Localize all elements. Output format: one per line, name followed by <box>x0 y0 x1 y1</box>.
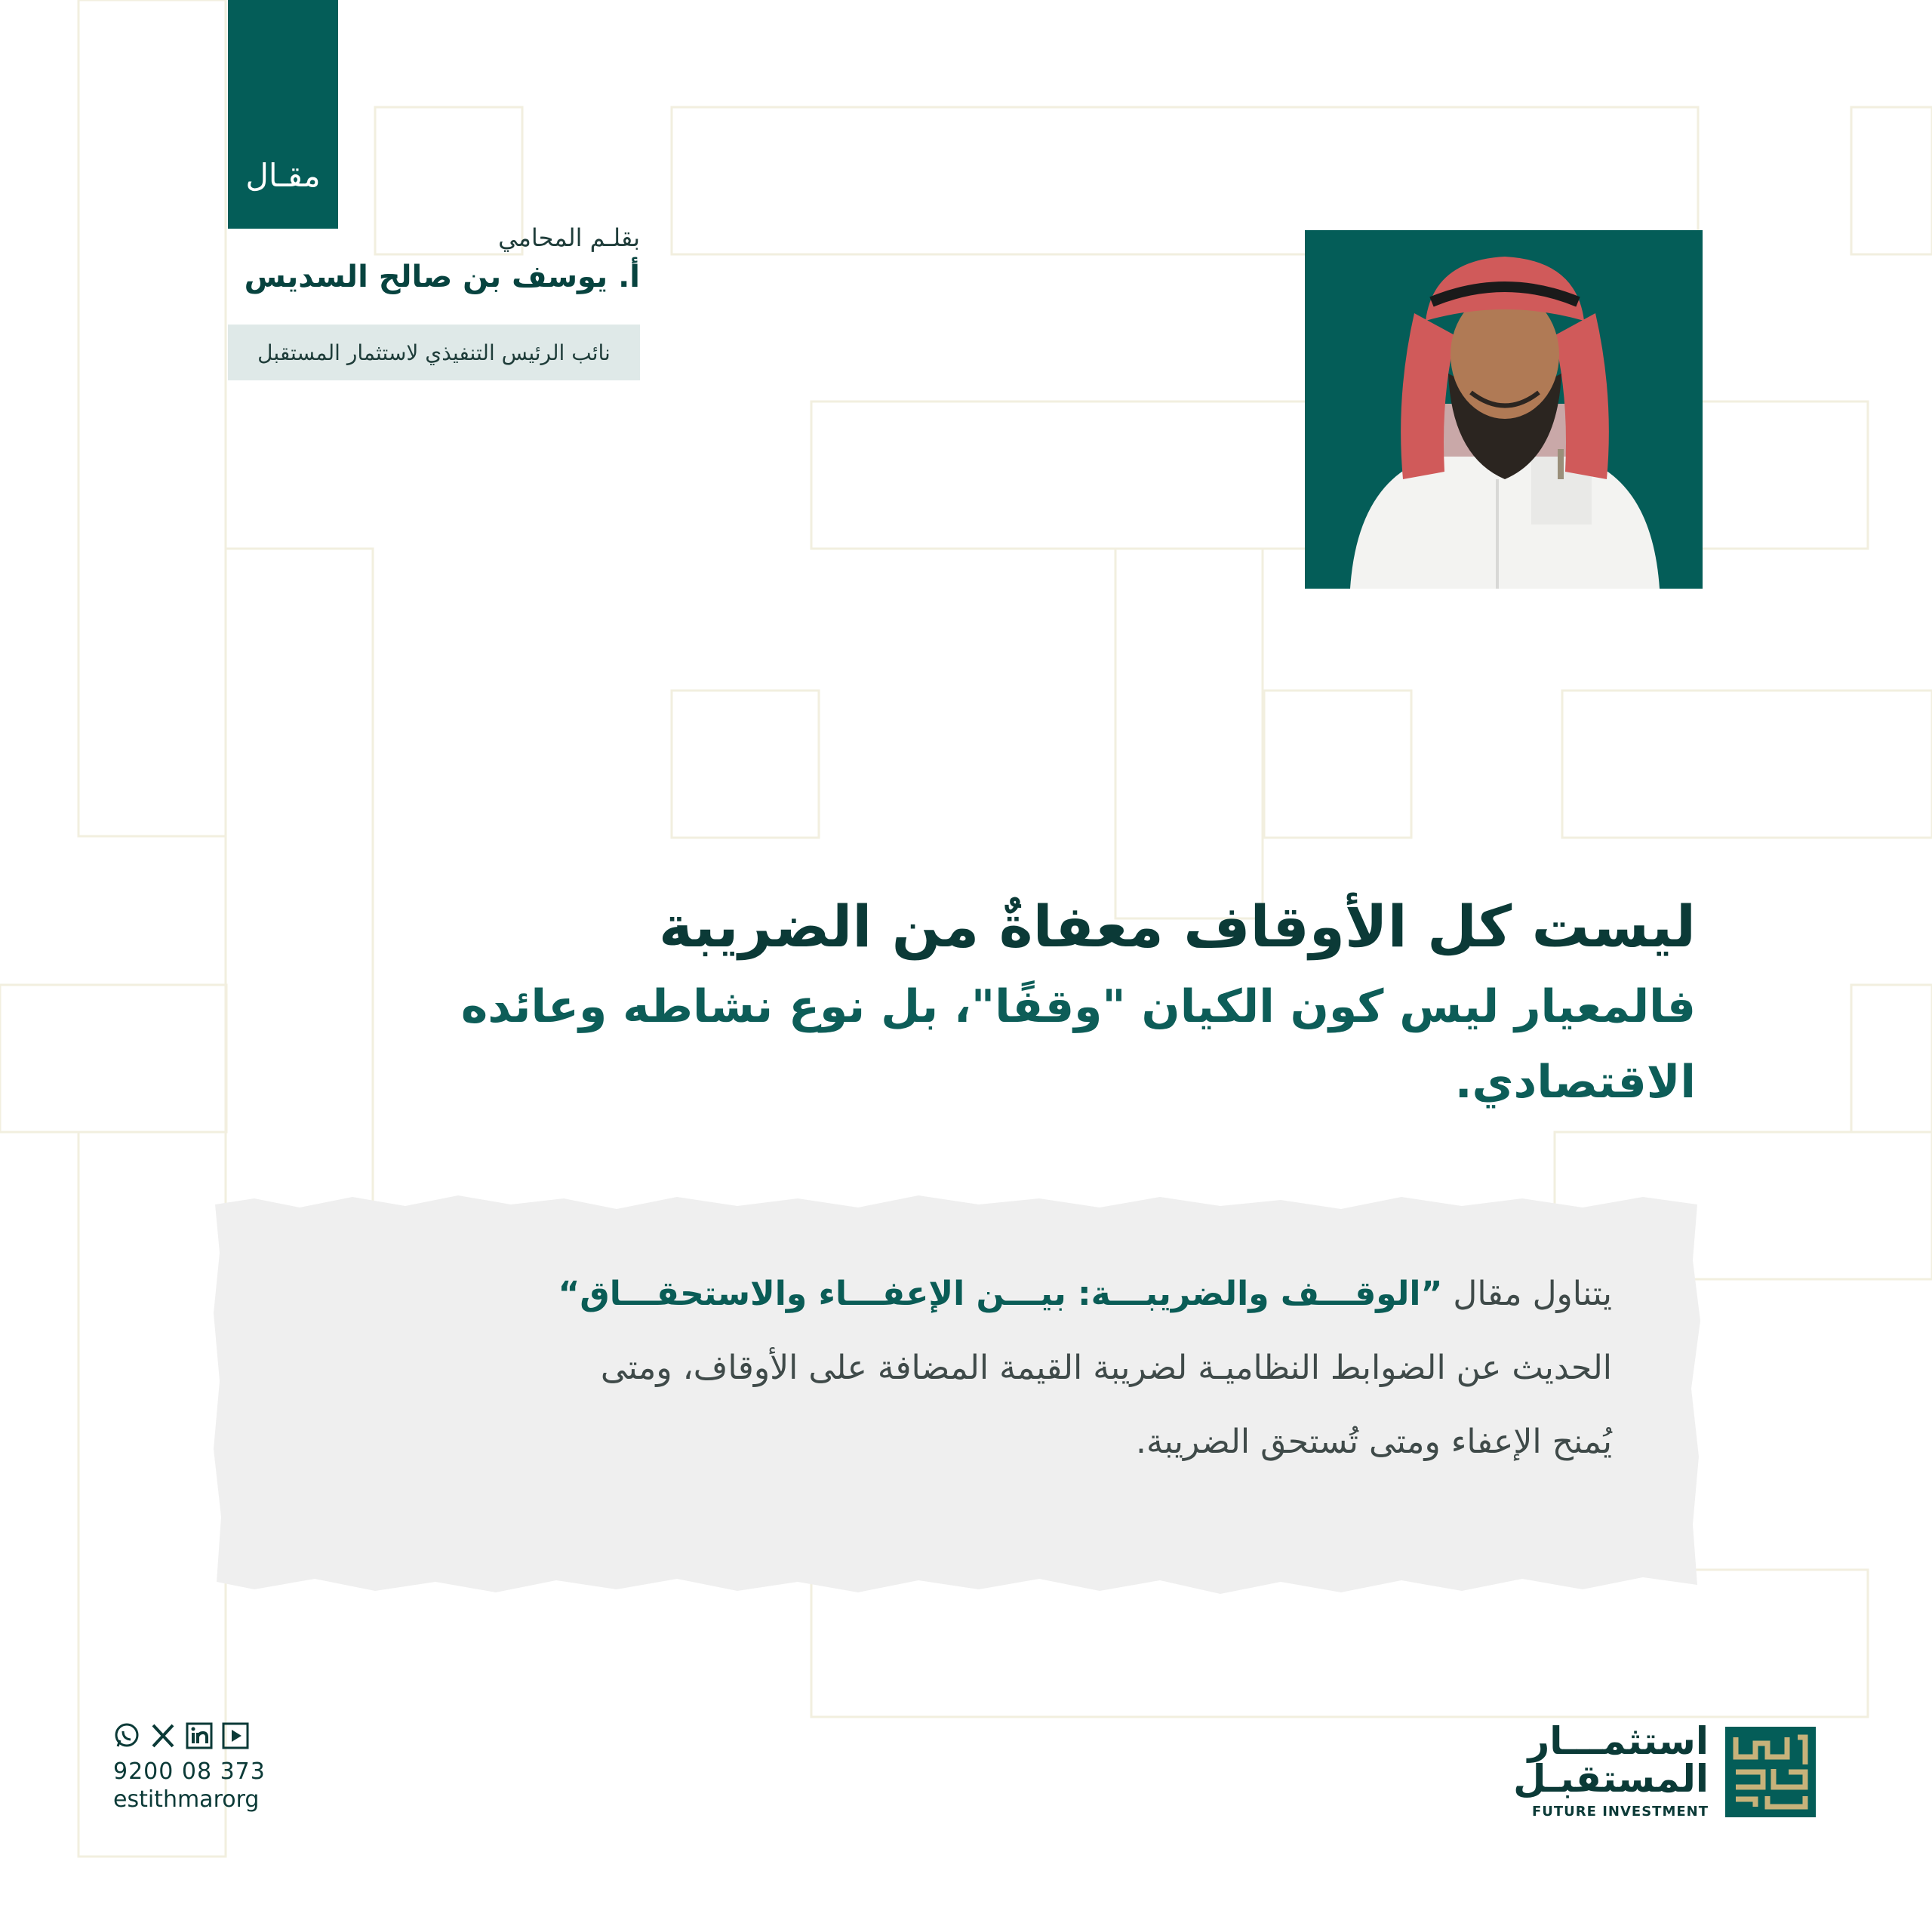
contact-block <box>113 1722 266 1813</box>
author-role: نائب الرئيس التنفيذي لاستثمار المستقبل <box>257 340 611 365</box>
author-portrait-illustration <box>1305 230 1703 589</box>
summary-line-1 <box>329 1257 1612 1331</box>
author-name: أ. يوسف بن صالح السديس <box>244 260 640 294</box>
author-prefix: بقلـم المحامي <box>498 223 640 252</box>
summary-line-3: يُمنح الإعفاء ومتى تُستحق الضريبة. <box>1135 1423 1612 1461</box>
author-byline <box>245 223 640 294</box>
headline-block <box>262 889 1696 1120</box>
logo-line-2: المستقبـل <box>1513 1757 1709 1801</box>
x-icon[interactable] <box>149 1722 177 1749</box>
summary-lead: يتناول مقال <box>1453 1275 1612 1313</box>
social-icons <box>113 1722 266 1749</box>
brand-logo-mark <box>1725 1727 1816 1817</box>
article-summary <box>329 1257 1612 1479</box>
youtube-icon[interactable] <box>222 1722 249 1749</box>
logo-english: FUTURE INVESTMENT <box>1531 1804 1709 1820</box>
author-role-badge <box>228 325 640 380</box>
brand-logo-text <box>1513 1719 1709 1820</box>
article-title-quote: ”الوقـــف والضريبـــة: بيـــن الإعفـــاء والاستحقـــاق“ <box>558 1275 1443 1313</box>
social-handle: estithmarorg <box>113 1786 260 1813</box>
headline-main: ليست كل الأوقاف معفاةٌ من الضريبة <box>658 893 1696 960</box>
headline-sub: فالمعيار ليس كون الكيان "وقفًا"، بل نوع نشاطه وعائده الاقتصادي. <box>460 980 1696 1109</box>
logo-line-1: استثمـــار <box>1527 1719 1709 1763</box>
article-tag <box>228 0 338 229</box>
article-tag-label: مقـال <box>245 157 321 194</box>
phone-number: 9200 08 373 <box>113 1758 266 1785</box>
linkedin-icon[interactable] <box>186 1722 213 1749</box>
author-photo <box>1305 230 1703 589</box>
whatsapp-icon[interactable] <box>113 1722 140 1749</box>
summary-line-2: الحديث عن الضوابط النظاميـة لضريبة القيمة المضافة على الأوقاف، ومتى <box>600 1349 1612 1387</box>
